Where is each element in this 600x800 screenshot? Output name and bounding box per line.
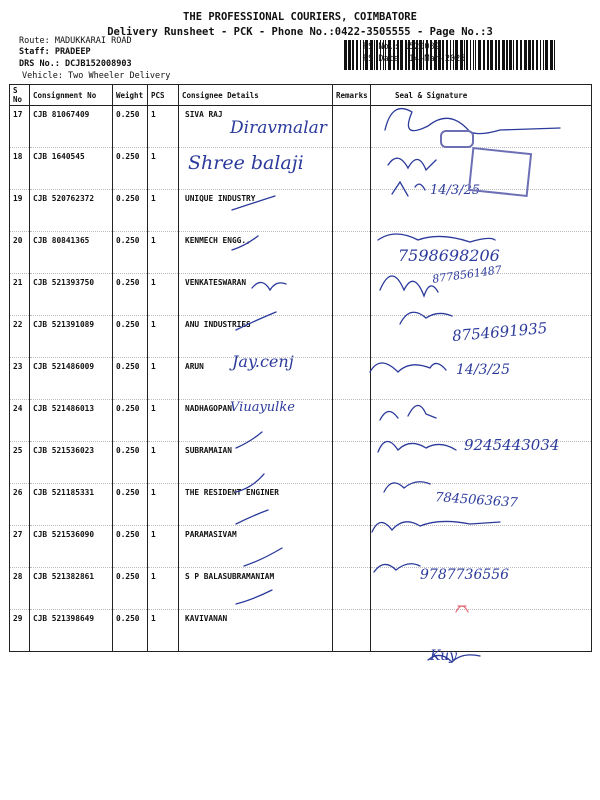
barcode-bar <box>483 40 485 70</box>
barcode-bar <box>455 40 458 70</box>
cell-sno: 27 <box>10 526 30 568</box>
signature-footer <box>428 655 480 662</box>
rs-date: RS Date: 14-Mar-2025 <box>363 54 466 64</box>
cell-weight: 0.250 <box>113 484 148 526</box>
cell-weight: 0.250 <box>113 106 148 148</box>
barcode-bar <box>412 40 415 70</box>
barcode-bar <box>446 40 448 70</box>
cell-signature <box>371 400 592 442</box>
cell-consignee: SIVA RAJ <box>179 106 333 148</box>
cell-sno: 28 <box>10 568 30 610</box>
cell-signature <box>371 106 592 148</box>
cell-pcs: 1 <box>148 526 179 568</box>
barcode-bar <box>408 40 410 70</box>
cell-consignee <box>179 148 333 190</box>
cell-consignee: PARAMASIVAM <box>179 526 333 568</box>
handwritten-name-row18: Shree balaji <box>188 152 304 174</box>
barcode-bar <box>352 40 354 70</box>
cell-consignment-no: CJB 521382861 <box>30 568 113 610</box>
barcode-bar <box>516 40 518 70</box>
cell-consignment-no: CJB 521391089 <box>30 316 113 358</box>
barcode-bar <box>453 40 454 70</box>
cell-consignee: SUBRAMAIAN <box>179 442 333 484</box>
cell-consignee: THE RESIDENT ENGINER <box>179 484 333 526</box>
barcode-bar <box>374 40 375 70</box>
barcode-bar <box>400 40 403 70</box>
cell-weight: 0.250 <box>113 568 148 610</box>
handwritten-phone-row20: 7598698206 <box>398 246 500 265</box>
cell-sno: 23 <box>10 358 30 400</box>
cell-pcs: 1 <box>148 442 179 484</box>
cell-remarks <box>333 274 371 316</box>
cell-signature <box>371 442 592 484</box>
cell-remarks <box>333 316 371 358</box>
barcode-bar <box>543 40 544 70</box>
column-header-consignee: Consignee Details <box>179 85 333 106</box>
handwritten-initials-footer: Kuy <box>430 648 458 664</box>
barcode-bar <box>470 40 471 70</box>
cell-weight: 0.250 <box>113 232 148 274</box>
cell-pcs: 1 <box>148 484 179 526</box>
handwritten-date-row19: 14/3/25 <box>430 183 481 198</box>
cell-remarks <box>333 610 371 652</box>
barcode-bar <box>502 40 505 70</box>
cell-signature <box>371 484 592 526</box>
cell-sno: 19 <box>10 190 30 232</box>
cell-weight: 0.250 <box>113 358 148 400</box>
table-row <box>10 106 592 148</box>
cell-pcs: 1 <box>148 106 179 148</box>
cell-consignment-no: CJB 521398649 <box>30 610 113 652</box>
barcode-bar <box>383 40 384 70</box>
cell-pcs: 1 <box>148 400 179 442</box>
cell-sno: 21 <box>10 274 30 316</box>
barcode-bar <box>550 40 553 70</box>
barcode-bar <box>509 40 512 70</box>
staff-label: Staff: PRADEEP <box>19 47 91 57</box>
barcode-bar <box>495 40 497 70</box>
barcode-bar <box>385 40 386 70</box>
cell-pcs: 1 <box>148 148 179 190</box>
barcode-bar <box>388 40 391 70</box>
barcode-bar <box>363 40 364 70</box>
cell-consignee: UNIQUE INDUSTRY <box>179 190 333 232</box>
cell-signature <box>371 148 592 190</box>
handwritten-date-row23: 14/3/25 <box>456 362 510 378</box>
table-row <box>10 358 592 400</box>
vehicle-label: Vehicle: Two Wheeler Delivery <box>22 71 171 81</box>
table-row <box>10 400 592 442</box>
barcode-bar <box>365 40 368 70</box>
cell-pcs: 1 <box>148 274 179 316</box>
barcode-bar <box>370 40 373 70</box>
barcode-bar <box>464 40 465 70</box>
cell-remarks <box>333 526 371 568</box>
barcode-bar <box>438 40 441 70</box>
cell-signature <box>371 232 592 274</box>
cell-consignee: ARUN <box>179 358 333 400</box>
barcode-bar <box>466 40 468 70</box>
table-row <box>10 568 592 610</box>
barcode-bar <box>434 40 437 70</box>
cell-weight: 0.250 <box>113 610 148 652</box>
handwritten-phone-row21: 8778561487 <box>431 263 503 286</box>
column-header-sno: S No <box>10 85 30 106</box>
table-row <box>10 526 592 568</box>
cell-signature <box>371 358 592 400</box>
cell-consignment-no: CJB 521185331 <box>30 484 113 526</box>
cell-pcs: 1 <box>148 610 179 652</box>
handwritten-name-row17: Diravmalar <box>230 118 327 138</box>
barcode-bar <box>478 40 481 70</box>
barcode-bar <box>356 40 358 70</box>
barcode-bar <box>540 40 541 70</box>
table-row <box>10 274 592 316</box>
barcode-bar <box>498 40 500 70</box>
runsheet-title: Delivery Runsheet - PCK - Phone No.:0422-3505555 - Page No.:3 <box>107 26 493 38</box>
cell-consignment-no: CJB 520762372 <box>30 190 113 232</box>
cell-consignment-no: CJB 1640545 <box>30 148 113 190</box>
barcode <box>344 40 556 70</box>
cell-sno: 26 <box>10 484 30 526</box>
table-row <box>10 148 592 190</box>
cell-remarks <box>333 232 371 274</box>
cell-signature <box>371 526 592 568</box>
cell-signature <box>371 316 592 358</box>
barcode-bar <box>536 40 538 70</box>
barcode-bar <box>528 40 531 70</box>
route-label: Route: MADUKKARAI ROAD <box>19 36 132 46</box>
cell-signature <box>371 190 592 232</box>
cell-sno: 25 <box>10 442 30 484</box>
cell-weight: 0.250 <box>113 316 148 358</box>
cell-weight: 0.250 <box>113 190 148 232</box>
handwritten-phone-row22: 8754691935 <box>451 318 549 346</box>
cell-remarks <box>333 442 371 484</box>
drs-number: DRS No.: DCJB152008903 <box>19 59 132 69</box>
cell-remarks <box>333 190 371 232</box>
cell-consignee: VENKATESWARAN <box>179 274 333 316</box>
cell-consignment-no: CJB 81067409 <box>30 106 113 148</box>
cell-remarks <box>333 106 371 148</box>
cell-weight: 0.250 <box>113 400 148 442</box>
cell-consignment-no: CJB 80841365 <box>30 232 113 274</box>
table-header-row <box>10 85 592 106</box>
handwritten-phone-row28: 9787736556 <box>420 567 510 583</box>
barcode-bar <box>506 40 508 70</box>
column-header-pcs: PCS <box>148 85 179 106</box>
cell-sno: 17 <box>10 106 30 148</box>
barcode-bar <box>360 40 361 70</box>
barcode-bar <box>423 40 424 70</box>
barcode-bar <box>545 40 548 70</box>
barcode-bar <box>513 40 514 70</box>
barcode-bar <box>520 40 522 70</box>
barcode-bar <box>380 40 381 70</box>
cell-consignee: KENMECH ENGG., <box>179 232 333 274</box>
cell-signature <box>371 274 592 316</box>
cell-consignee: ANU INDUSTRIES <box>179 316 333 358</box>
cell-remarks <box>333 484 371 526</box>
barcode-bar <box>419 40 422 70</box>
barcode-bar <box>450 40 451 70</box>
column-header-weight: Weight <box>113 85 148 106</box>
cell-remarks <box>333 568 371 610</box>
barcode-bar <box>475 40 476 70</box>
barcode-bar <box>490 40 493 70</box>
cell-consignment-no: CJB 521536023 <box>30 442 113 484</box>
cell-consignment-no: CJB 521393750 <box>30 274 113 316</box>
table-row <box>10 190 592 232</box>
barcode-bar <box>532 40 534 70</box>
table-row <box>10 232 592 274</box>
cell-signature <box>371 568 592 610</box>
runsheet-table <box>9 84 592 652</box>
table-row <box>10 442 592 484</box>
barcode-bar <box>554 40 555 70</box>
cell-consignment-no: CJB 521486009 <box>30 358 113 400</box>
barcode-bar <box>376 40 378 70</box>
table-row <box>10 316 592 358</box>
cell-remarks <box>333 148 371 190</box>
barcode-bar <box>524 40 527 70</box>
cell-consignee: S P BALASUBRAMANIAM <box>179 568 333 610</box>
column-header-signature: Seal & Signature <box>371 85 592 106</box>
cell-remarks <box>333 400 371 442</box>
cell-consignment-no: CJB 521536090 <box>30 526 113 568</box>
cell-pcs: 1 <box>148 358 179 400</box>
cell-sno: 22 <box>10 316 30 358</box>
handwritten-phone-row25: 9245443034 <box>464 436 560 454</box>
cell-sno: 20 <box>10 232 30 274</box>
cell-sno: 29 <box>10 610 30 652</box>
cell-consignment-no: CJB 521486013 <box>30 400 113 442</box>
cell-pcs: 1 <box>148 232 179 274</box>
column-header-remarks: Remarks <box>333 85 371 106</box>
rs-number: RS <box>363 42 374 52</box>
cell-weight: 0.250 <box>113 148 148 190</box>
company-title: THE PROFESSIONAL COURIERS, COIMBATORE <box>183 11 417 23</box>
barcode-bar <box>416 40 418 70</box>
cell-pcs: 1 <box>148 568 179 610</box>
barcode-bar <box>442 40 444 70</box>
column-header-consignment: Consignment No <box>30 85 113 106</box>
cell-consignee: NADHAGOPAN <box>179 400 333 442</box>
cell-weight: 0.250 <box>113 526 148 568</box>
barcode-bar <box>348 40 351 70</box>
cell-sno: 18 <box>10 148 30 190</box>
handwritten-phone-row26: 7845063637 <box>434 490 519 511</box>
cell-consignee: KAVIVANAN <box>179 610 333 652</box>
cell-pcs: 1 <box>148 316 179 358</box>
handwritten-name-row23: Jay.cenj <box>232 352 294 371</box>
barcode-bar <box>426 40 428 70</box>
cell-weight: 0.250 <box>113 274 148 316</box>
cell-signature <box>371 610 592 652</box>
cell-weight: 0.250 <box>113 442 148 484</box>
table-row <box>10 610 592 652</box>
barcode-bar <box>487 40 489 70</box>
cell-sno: 24 <box>10 400 30 442</box>
cell-remarks <box>333 358 371 400</box>
barcode-bar <box>430 40 432 70</box>
barcode-bar <box>397 40 399 70</box>
barcode-bar <box>473 40 474 70</box>
barcode-bar <box>393 40 395 70</box>
barcode-bar <box>405 40 407 70</box>
handwritten-name-row24: Viuayulke <box>230 400 295 415</box>
barcode-bar <box>460 40 463 70</box>
barcode-bar <box>344 40 347 70</box>
cell-pcs: 1 <box>148 190 179 232</box>
table-row <box>10 484 592 526</box>
